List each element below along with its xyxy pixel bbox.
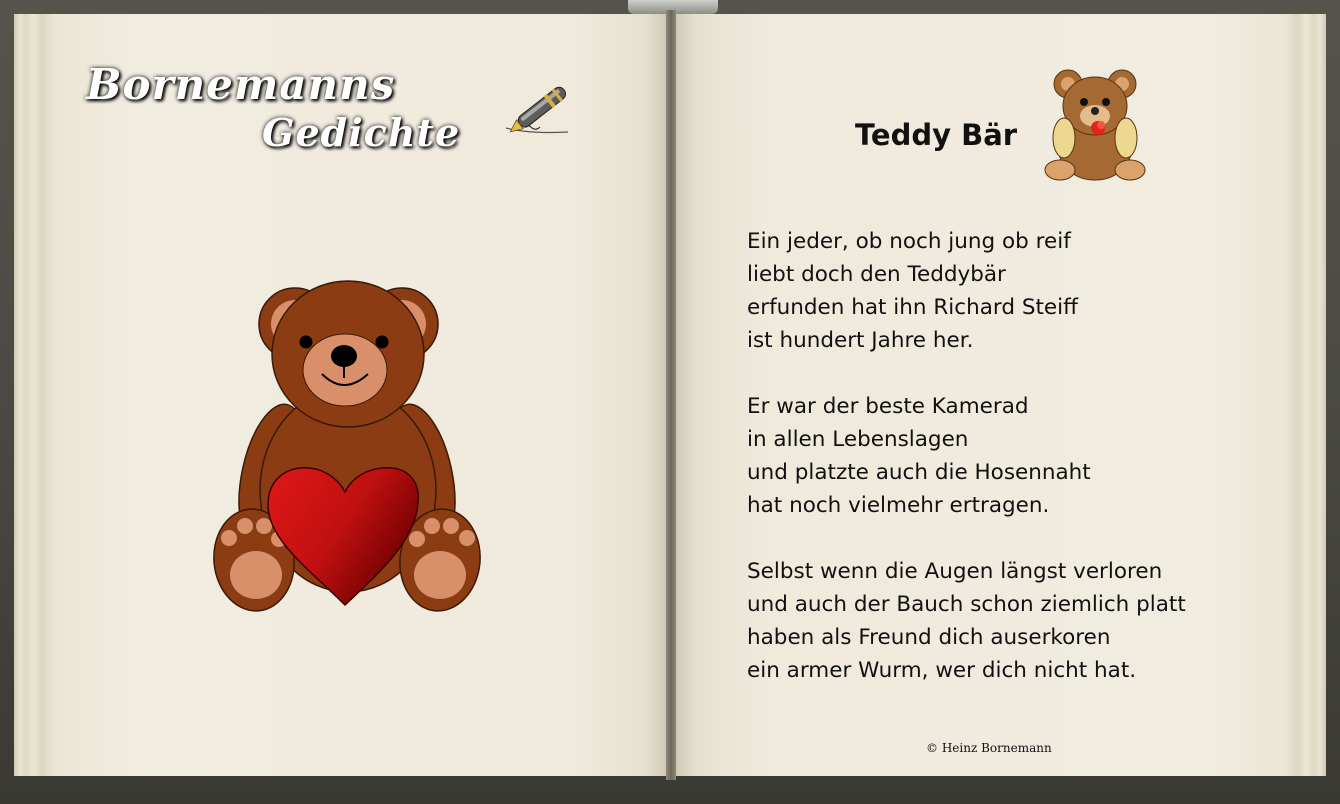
poem-stanza — [747, 390, 1186, 522]
book-spine — [666, 10, 676, 780]
teddy-bear-with-heart — [210, 270, 485, 615]
teddy-bear-icon — [1040, 66, 1146, 182]
poem-line: Ein jeder, ob noch jung ob reif — [747, 229, 1071, 254]
poem-stanza — [747, 555, 1186, 687]
poem-line: ist hundert Jahre her. — [747, 328, 974, 353]
poem-line: und auch der Bauch schon ziemlich platt — [747, 592, 1186, 617]
poem-line: in allen Lebenslagen — [747, 427, 969, 452]
poem-line: hat noch vielmehr ertragen. — [747, 493, 1050, 518]
copyright-notice: © Heinz Bornemann — [926, 741, 1052, 755]
poem-line: liebt doch den Teddybär — [747, 262, 1006, 287]
poem-line: und platzte auch die Hosennaht — [747, 460, 1091, 485]
poem-line: Selbst wenn die Augen längst verloren — [747, 559, 1163, 584]
brand-title-line1: Bornemanns — [86, 60, 396, 109]
poem-stanza — [747, 225, 1186, 357]
poem-line: ein armer Wurm, wer dich nicht hat. — [747, 658, 1137, 683]
poem-line: Er war der beste Kamerad — [747, 394, 1029, 419]
brand-title-line2: Gedichte — [262, 110, 461, 155]
poem-line: erfunden hat ihn Richard Steiff — [747, 295, 1078, 320]
poem-line: haben als Freund dich auserkoren — [747, 625, 1111, 650]
fountain-pen-icon — [500, 76, 576, 138]
poem-body — [747, 225, 1186, 720]
poem-title: Teddy Bär — [855, 118, 1018, 152]
